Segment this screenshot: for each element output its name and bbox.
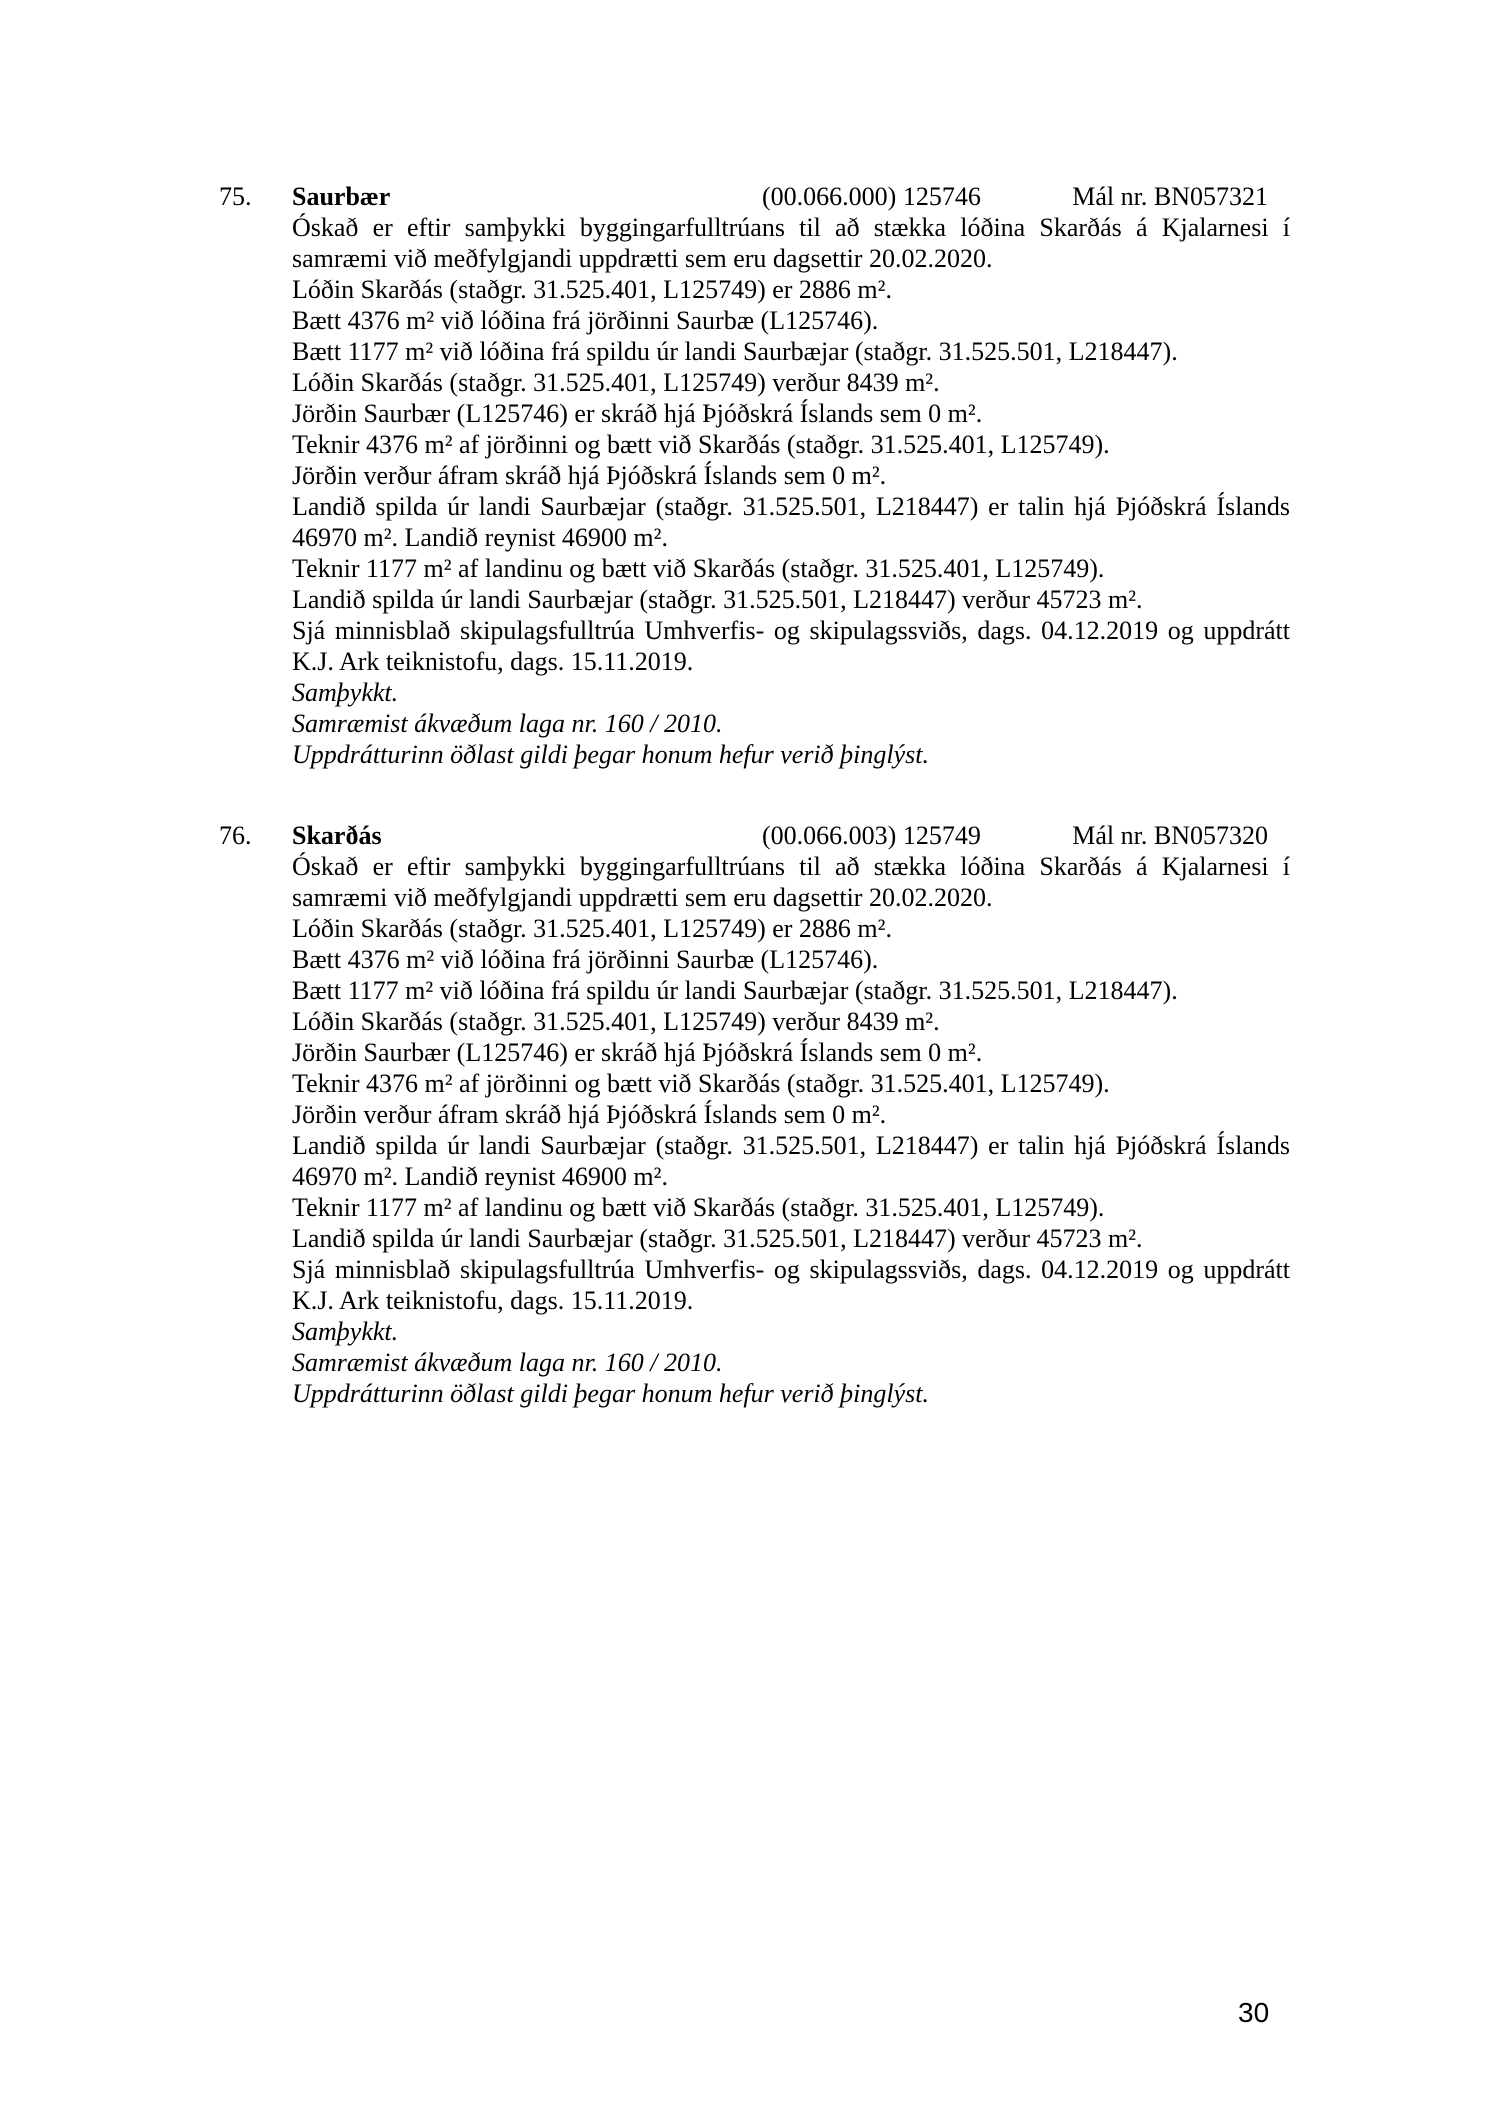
body-sentence: Lóðin Skarðás (staðgr. 31.525.401, L125749) er 2886 m². [292,275,892,304]
body-sentence: Lóðin Skarðás (staðgr. 31.525.401, L125749) verður 8439 m². [292,1007,940,1036]
item-body [219,212,1290,677]
body-sentence: Bætt 4376 m² við lóðina frá jörðinni Saurbæ (L125746). [292,945,879,974]
body-sentence: Sjá minnisblað skipulagsfulltrúa Umhverfis- og skipulagssviðs, dags. 04.12.2019 og uppdrátt K.J. Ark teiknistofu, dags. 15.11.2019. [292,616,1290,676]
item-approval-notes [219,677,1290,770]
approval-note: Uppdrátturinn öðlast gildi þegar honum hefur verið þinglýst. [292,740,929,769]
body-sentence: Bætt 1177 m² við lóðina frá spildu úr landi Saurbæjar (staðgr. 31.525.501, L218447). [292,337,1178,366]
approval-note: Samþykkt. [292,1317,399,1346]
item-reference: (00.066.003) 125749 [762,821,981,850]
page-number: 30 [1238,1997,1270,2028]
approval-note: Samræmist ákvæðum laga nr. 160 / 2010. [292,1348,723,1377]
item-number: 76. [219,821,252,850]
body-sentence: Teknir 4376 m² af jörðinni og bætt við Skarðás (staðgr. 31.525.401, L125749). [292,1069,1110,1098]
body-sentence: Bætt 4376 m² við lóðina frá jörðinni Saurbæ (L125746). [292,306,879,335]
body-sentence: Landið spilda úr landi Saurbæjar (staðgr. 31.525.501, L218447) verður 45723 m². [292,1224,1143,1253]
item-76-header [219,820,1290,851]
body-sentence: Jörðin Saurbær (L125746) er skráð hjá Þjóðskrá Íslands sem 0 m². [292,399,983,428]
body-sentence: Sjá minnisblað skipulagsfulltrúa Umhverfis- og skipulagssviðs, dags. 04.12.2019 og uppdrátt K.J. Ark teiknistofu, dags. 15.11.2019. [292,1255,1290,1315]
body-sentence: Bætt 1177 m² við lóðina frá spildu úr landi Saurbæjar (staðgr. 31.525.501, L218447). [292,976,1178,1005]
body-sentence: Teknir 1177 m² af landinu og bætt við Skarðás (staðgr. 31.525.401, L125749). [292,1193,1105,1222]
body-sentence: Landið spilda úr landi Saurbæjar (staðgr. 31.525.501, L218447) verður 45723 m². [292,585,1143,614]
item-reference: (00.066.000) 125746 [762,182,981,211]
body-sentence: Jörðin verður áfram skráð hjá Þjóðskrá Íslands sem 0 m². [292,461,887,490]
case-number: Mál nr. BN057320 [1072,821,1268,850]
approval-note: Samþykkt. [292,678,399,707]
agenda-item-76 [219,820,1290,1409]
body-sentence: Landið spilda úr landi Saurbæjar (staðgr. 31.525.501, L218447) er talin hjá Þjóðskrá Íslands 46970 m². Landið reynist 46900 m². [292,1131,1290,1191]
body-sentence: Teknir 4376 m² af jörðinni og bætt við Skarðás (staðgr. 31.525.401, L125749). [292,430,1110,459]
body-sentence: Jörðin Saurbær (L125746) er skráð hjá Þjóðskrá Íslands sem 0 m². [292,1038,983,1067]
body-sentence: Óskað er eftir samþykki byggingarfulltrúans til að stækka lóðina Skarðás á Kjalarnesi í samræmi við meðfylgjandi uppdrætti sem eru dagsettir 20.02.2020. [292,213,1290,273]
body-sentence: Teknir 1177 m² af landinu og bætt við Skarðás (staðgr. 31.525.401, L125749). [292,554,1105,583]
body-sentence: Landið spilda úr landi Saurbæjar (staðgr. 31.525.501, L218447) er talin hjá Þjóðskrá Íslands 46970 m². Landið reynist 46900 m². [292,492,1290,552]
item-title: Skarðás [292,821,382,850]
agenda-item-75 [219,181,1290,770]
body-sentence: Jörðin verður áfram skráð hjá Þjóðskrá Íslands sem 0 m². [292,1100,887,1129]
case-number: Mál nr. BN057321 [1072,182,1268,211]
body-sentence: Óskað er eftir samþykki byggingarfulltrúans til að stækka lóðina Skarðás á Kjalarnesi í samræmi við meðfylgjandi uppdrætti sem eru dagsettir 20.02.2020. [292,852,1290,912]
item-body [219,851,1290,1316]
body-sentence: Lóðin Skarðás (staðgr. 31.525.401, L125749) er 2886 m². [292,914,892,943]
item-75-header [219,181,1290,212]
approval-note: Uppdrátturinn öðlast gildi þegar honum hefur verið þinglýst. [292,1379,929,1408]
item-approval-notes [219,1316,1290,1409]
item-number: 75. [219,182,252,211]
approval-note: Samræmist ákvæðum laga nr. 160 / 2010. [292,709,723,738]
page-content [219,181,1290,1409]
item-title: Saurbær [292,182,391,211]
body-sentence: Lóðin Skarðás (staðgr. 31.525.401, L125749) verður 8439 m². [292,368,940,397]
